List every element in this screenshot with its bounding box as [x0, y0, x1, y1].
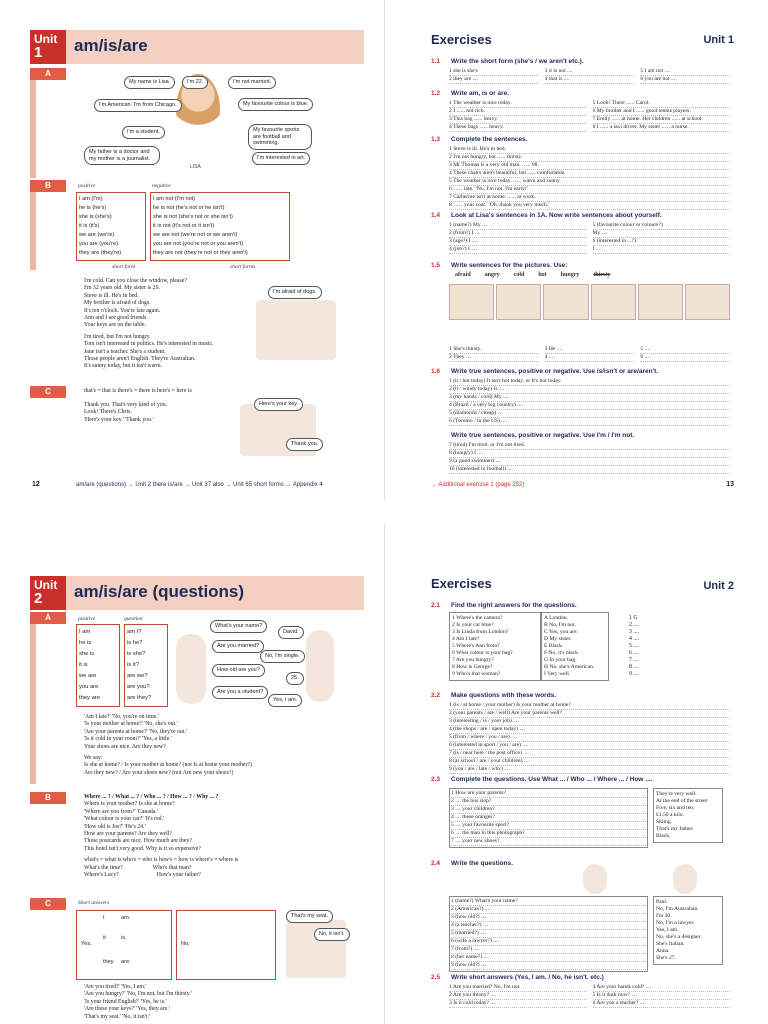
speech-bubble: No, it isn't. [314, 928, 350, 941]
woman-illustration [176, 634, 206, 704]
unit-label: Unit 2 [703, 580, 734, 592]
picture-4 [591, 284, 636, 320]
exercise-2-4: 1 (name?) What's your name? 2 (American?) .... 3 (how old?) .... 4 (a teacher?) .... 5 (married?) .... 6 (wife a lawyer?) .... 7 (from?) .... 8 (her name?) .... 9 (how old?) .... [449, 896, 648, 972]
speech-bubble: I'm 22. [182, 76, 208, 89]
section-c-label: C [30, 898, 66, 910]
section-b-label: B [30, 792, 66, 804]
exercise-1-2: 1 The weather is nice today. 5 Look! There ...... Carol. 2 I ...... not rich. 6 My brother and I ...... good tennis players. 3 This bag ...... heavy. 7 Emily ...... at home. Her children ...... at school. 4 These bags ...... heavy. 8 I ...... a taxi driver. My sister ...... a nurse. [449, 100, 730, 132]
exercise-2-5: 1 Are you married? No, I'm not. 4 Are your hands cold? .... 2 Are you thirsty? .... 5 Is it dark now? .... 3 Is it cold today? .... 6 Are you a teacher? .... [449, 984, 730, 1008]
page-15: Exercises Unit 2 2.1 Find the right answers for the questions. 1 Where's the camera? 2 Is your car blue? 3 Is Linda from London? 4 Am I late? 5 Where's Ann from? 6 What colour is your bag? 7 Are you hungry? 8 How is George? 9 Who's that woman? A London. B No, I'm not. C Yes, you are. D My sister. E Black. F No, it's black. G In your bag. H No, she's American. I Very well. 1 G 2 .... 3 .... 4 .... 5 .... 6 .... 7 .... 8 .... 9 .... 2.2 Make questions with these words. 1 (is / at home / your mother) Is your mother at home? 2 (your parents / are / well) Are your parents well? 3 (interesting / is / your job) .... 4 (the shops / are / open today) .... 5 (from / where / you / are) .... 6 (interested in sport / you / are) .... 7 (is / near here / the post office) .... 8 (at school / are / your children) .... 9 (you / are / late / why) .... 2.3 Complete the questions. Use What ... / Who ... / Where ... / How .... 1 How are your parents? 2 .... the bus stop? 3 .... your children? 4 .... these oranges? 5 .... your favourite sport? 6 .... the man in this photograph? 7 .... your new shoes? They're very well. At the end of the street. Five, six and ten. £1.50 a kilo. Skiing. That's my father. Black. 2.4 Write the questions. 1 (name?) What's your name? 2 (American?) .... 3 (how old?) .... 4 (a teacher?) .... 5 (married?) .... 6 (wife a lawyer?) .... 7 (from?) .... 8 (her name?) .... 9 (how old?) .... Paul. No, I'm Australian. I'm 30. No, I'm a lawyer. Yes, I am. No, she's a designer. She's Italian. Anna. She's 27. 2.5 Write short answers (Yes, I am. / No, he isn't. etc.) 1 Are you married? No, I'm not. 4 Are your hands cold? .... 2 Are you thirsty? .... 5 Is it dark now? .... 3 Is it cold today? .... 6 Are you a teacher? .... [384, 524, 768, 1024]
speech-bubble: I'm not married. [228, 76, 276, 89]
unit-box: Unit 1 [30, 30, 66, 64]
picture-6 [685, 284, 730, 320]
examples-b: Where ... ? / What ... ? / Who ... ? / How ... ? / Why ... ? Where is your mother? Is she at home? 'Where are you from?' 'Canada.' 'What colour is your car?' 'It's red.' 'How old is Joe?' 'He's 24.' How are your parents? Are they well? These postcards are nice. How much are they? This hotel isn't very good. Why is it so expensive? what's = what is who's = who is how's = how is where's = where is What's the time? Who's that man? Where's Lucy? How's your father? [84, 794, 239, 879]
speech-bubble: My father is a doctor and my mother is a journalist. [84, 146, 160, 165]
positive-table: I am (I'm) he is (he's) she is (she's) it is (it's) we are (we're) you are (you're) they are (they're) [76, 192, 146, 261]
exercise-1-4: 1 (name?) My .... 5 (favourite colour or colours?) 2 (from?) I .... My .... 3 (age?) I .... 6 (interested in ...?) 4 (job?) I .... I .... [449, 222, 730, 254]
speech-bubble: That's my seat. [286, 910, 333, 923]
replies-box: They're very well. At the end of the street. Five, six and ten. £1.50 a kilo. Skiing. That's my father. Black. [653, 788, 723, 843]
spread-unit-1 [0, 0, 768, 500]
answers-box: A London. B No, I'm not. C Yes, you are. D My sister. E Black. F No, it's black. G In your bag. H No, she's American. I Very well. [541, 612, 609, 681]
exercise-2-3: 1 How are your parents? 2 .... the bus stop? 3 .... your children? 4 .... these oranges? 5 .... your favourite sport? 6 .... the man in this photograph? 7 .... your new shoes? [449, 788, 648, 848]
exercise-1-1: 1 she is she's 3 it is not .... 5 I am not .... 2 they are .... 4 that is .... 6 you are not .... [449, 68, 730, 84]
speech-bubble: My name is Lisa. [124, 76, 175, 89]
picture-2 [496, 284, 541, 320]
paul-face-illustration [673, 864, 697, 894]
questions-box: 1 Where's the camera? 2 Is your car blue? 3 Is Linda from London? 4 Am I late? 5 Where's Ann from? 6 What colour is your bag? 7 Are you hungry? 8 How is George? 9 Who's that woman? [449, 612, 541, 681]
short-answers-yes: Yes, I am. it is. they are. [76, 910, 172, 980]
speech-bubble: How old are you? [212, 664, 265, 677]
speech-bubble: 25. [286, 672, 304, 685]
picture-3 [543, 284, 588, 320]
speech-bubble: No, I'm single. [260, 650, 305, 663]
page-number: 13 [726, 481, 734, 488]
negative-table: I am not (I'm not) he is not (he's not or he isn't) she is not (she's not or she isn't) it is not (it's not or it isn't) we are not (we're not or we aren't) you are not (you're not or you aren't) they are not (they're not or they aren't) [150, 192, 290, 261]
paul-replies-box: Paul. No, I'm Australian. I'm 30. No, I'm a lawyer. Yes, I am. No, she's a designer. She's Italian. Anna. She's 27. [653, 896, 723, 965]
positive-table: I am he is she is it is we are you are they are [76, 624, 120, 707]
section-a-label: A [30, 68, 66, 80]
picture-5 [638, 284, 683, 320]
speech-bubble: My favourite colour is blue. [238, 98, 313, 111]
dog-illustration [256, 300, 336, 360]
speech-bubble: Yes, I am. [268, 694, 302, 707]
spread-unit-2 [0, 524, 768, 1024]
page-number: 12 [32, 481, 40, 488]
unit-title: am/is/are [66, 30, 364, 64]
examples-b: I'm cold. Can you close the window, please? I'm 32 years old. My sister is 29. Steve is ill. He's in bed. My brother is afraid of dogs. It's ten o'clock. You're late again. Ann and I are good friends. Your keys are on the table. I'm tired, but I'm not hungry. Tom isn't interested in politics. He's interested in music. Jane isn't a teacher. She's a student. Those people aren't English. They're Australian. It's sunny today, but it isn't warm. [84, 278, 214, 370]
picture-1 [449, 284, 494, 320]
woman-face-illustration [583, 864, 607, 894]
speech-bubble: I'm afraid of dogs. [268, 286, 322, 299]
speech-bubble: David. [278, 626, 304, 639]
speech-bubble: I'm interested in art. [252, 152, 310, 165]
picture-strip [449, 284, 730, 320]
word-list: afraid angry cold hot hungry thirsty [455, 272, 611, 278]
question-table: am I? is he? is she? is it? are we? are you? are they? [124, 624, 168, 707]
section-c-label: C [30, 386, 66, 398]
man-illustration [306, 630, 334, 702]
exercise-1-6: 1 (it / hot today) It isn't hot today. or It's hot today. 2 (it / windy today) It .... 3 (my hands / cold) My .... 4 (Brazil / a very big country) .... 5 (diamonds / cheap) .... 6 (Toronto / in the US) .... [449, 378, 730, 426]
section-a-label: A [30, 612, 66, 624]
speech-bubble: Are you married? [212, 640, 264, 653]
unit-box: Unit 2 [30, 576, 66, 610]
page-12: Unit 1 am/is/are A LISA My name is Lisa. I'm 22. I'm not married. I'm American. I'm from Chicago. My favourite colour is blue. I'm a student. My favourite sports are football and swimming. My father is a doctor and my mother is a journalist. I'm interested in art. B positive negative I am (I'm) he is (he's) she is (she's) it is (it's) we are (we're) you are (you're) they are (they're) I am not (I'm not) he is not (he's not or he isn't) she is not (she's not or she isn't) it is not (it's not or it isn't) we are not (we're not or we aren't) you are not (you're not or you aren't) they are not (they're not or they aren't) short form short forms I'm cold. Can you close the window, please? I'm 32 years old. My sister is 29. Steve is ill. He's in bed. My brother is afraid of dogs. It's ten o'clock. You're late again. Ann and I are good friends. Your keys are on the table. I'm tired, but I'm not hungry. Tom isn't interested in politics. He's interested in music. Jane isn't a teacher. She's a student. Those people aren't English. They're Australian. It's sunny today, but it isn't warm. I'm afraid of dogs. C that's = that is there's = there is here's = here is Thank you. That's very kind of you. Look! There's Chris. 'Here's your key.' 'Thank you.' Here's your key. Thank you. 12 am/are (questions) → Unit 2 there is/are → Unit 37 also → Unit 65 short forms → Appendix 4 [0, 0, 384, 500]
exercise-1-3: 1 Steve is ill. He's in bed. 2 I'm not hungry, but ...... thirsty. 3 Mr Thomas is a very old man. ...... 98. 4 These chairs aren't beautiful, but ...... comfortable. 5 The weather is nice today. ...... warm and sunny. 6 '...... late.' 'No, I'm not. I'm early!' 7 Catherine isn't at home. ...... at work. 8 '...... your coat.' 'Oh, thank you very much.' [449, 146, 730, 210]
short-answers-no: No, [176, 910, 276, 980]
speech-bubble: Are you a student? [212, 686, 268, 699]
cross-references[interactable]: am/are (questions) → Unit 2 there is/are → Unit 37 also → Unit 65 short forms → Appendix 4 [76, 482, 323, 488]
speech-bubble: My favourite sports are football and swimming. [248, 124, 312, 150]
unit-title: am/is/are (questions) [66, 576, 364, 610]
spread-separator [0, 500, 768, 524]
exercises-heading: Exercises [431, 576, 492, 591]
unit-label: Unit 1 [703, 34, 734, 46]
exercise-1-6b: 7 (tired) I'm tired. or I'm not tired. 8 (hungry) I .... 9 (a good swimmer) .... 10 (interested in football) .... [449, 442, 730, 474]
page-13: Exercises Unit 1 1.1 Write the short form (she's / we aren't etc.). 1 she is she's 3 it is not .... 5 I am not .... 2 they are .... 4 that is .... 6 you are not .... 1.2 Write am, is or are. 1 The weather is nice today. 5 Look! There ...... Carol. 2 I ...... not rich. 6 My brother and I ...... good tennis players. 3 This bag ...... heavy. 7 Emily ...... at home. Her children ...... at school. 4 These bags ...... heavy. 8 I ...... a taxi driver. My sister ...... a nurse. 1.3 Complete the sentences. 1 Steve is ill. He's in bed. 2 I'm not hungry, but ...... thirsty. 3 Mr Thomas is a very old man. ...... 98. 4 These chairs aren't beautiful, but ...... comfortable. 5 The weather is nice today. ...... warm and sunny. 6 '...... late.' 'No, I'm not. I'm early!' 7 Catherine isn't at home. ...... at work. 8 '...... your coat.' 'Oh, thank you very much.' 1.4 Look at Lisa's sentences in 1A. Now write sentences about yourself. 1 (name?) My .... 5 (favourite colour or colours?) 2 (from?) I .... My .... 3 (age?) I .... 6 (interested in ...?) 4 (job?) I .... I .... 1.5 Write sentences for the pictures. Use: afraid angry cold hot hungry thirsty 1 She's thirsty. 3 He .... 5 .... 2 They .... 4 .... 6 .... 1.6 Write true sentences, positive or negative. Use is/isn't or are/aren't. 1 (it / hot today) It isn't hot today. or It's hot today. 2 (it / windy today) It .... 3 (my hands / cold) My .... 4 (Brazil / a very big country) .... 5 (diamonds / cheap) .... 6 (Toronto / in the US) .... Write true sentences, positive or negative. Use I'm / I'm not. 7 (tired) I'm tired. or I'm not tired. 8 (hungry) I .... 9 (a good swimmer) .... 10 (interested in football) .... → Additional exercise 1 (page 252) 13 [384, 0, 768, 500]
speech-bubble: Thank you. [286, 438, 323, 451]
examples-c: 'Are you tired?' 'Yes, I am.' 'Are you hungry?' 'No, I'm not, but I'm thirsty.' 'Is your friend English?' 'Yes, he is.' 'Are these your keys?' 'Yes, they are.' 'That's my seat.' 'No, it isn't.' [84, 984, 192, 1020]
examples-a: 'Am I late?' 'No, you're on time.' 'Is your mother at home?' 'No, she's out.' 'Are your parents at home?' 'No, they're out.' 'Is it cold in your room?' 'Yes, a little.' Your shoes are nice. Are they new? We say: Is she at home? / Is your mother at home? (not Is at home your mother?) Are they new? / Are your shoes new? (not Are new your shoes?) [84, 714, 252, 776]
exercise-2-2: 1 (is / at home / your mother) Is your mother at home? 2 (your parents / are / well) Are your parents well? 3 (interesting / is / your job) .... 4 (the shops / are / open today) .... 5 (from / where / you / are) .... 6 (interested in sport / you / are) .... 7 (is / near here / the post office) .... 8 (at school / are / your children) .... 9 (you / are / late / why) .... [449, 702, 730, 774]
answer-key: 1 G 2 .... 3 .... 4 .... 5 .... 6 .... 7 .... 8 .... 9 .... [629, 615, 640, 677]
speech-bubble: Here's your key. [254, 398, 303, 411]
page-14: Unit 2 am/is/are (questions) A positive question I am he is she is it is we are you are they are am I? is he? is she? is it? are we? are you? are they? What's your name? David. Are you married? No, I'm single. How old are you? 25. Are you a student? Yes, I am. 'Am I late?' 'No, you're on time.' 'Is your mother at home?' 'No, she's out.' 'Are your parents at home?' 'No, they're out.' 'Is it cold in your room?' 'Yes, a little.' Your shoes are nice. Are they new? We say: Is she at home? / Is your mother at home? (not Is at home your mother?) Are they new? / Are your shoes new? (not Are new your shoes?) B Where ... ? / What ... ? / Who ... ? / How ... ? / Why ... ? Where is your mother? Is she at home? 'Where are you from?' 'Canada.' 'What colour is your car?' 'It's red.' 'How old is Joe?' 'He's 24.' How are your parents? Are they well? These postcards are nice. How much are they? This hotel isn't very good. Why is it so expensive? what's = what is who's = who is how's = how is where's = where is What's the time? Who's that man? Where's Lucy? How's your father? C Short answers Yes, I am. it is. they are. No, That's my seat. No, it isn't. 'Are you tired?' 'Yes, I am.' 'Are you hungry?' 'No, I'm not, but I'm thirsty.' 'Is your friend English?' 'Yes, he is.' 'Are these your keys?' 'Yes, they are.' 'That's my seat.' 'No, it isn't.' [0, 524, 384, 1024]
speech-bubble: I'm a student. [122, 126, 165, 139]
exercises-heading: Exercises [431, 32, 492, 47]
examples-c: Thank you. That's very kind of you. Look! There's Chris. 'Here's your key.' 'Thank you.' [84, 402, 168, 423]
additional-exercise-link[interactable]: → Additional exercise 1 (page 252) [431, 482, 525, 488]
section-b-label: B [30, 180, 66, 192]
exercise-1-5: 1 She's thirsty. 3 He .... 5 .... 2 They .... 4 .... 6 .... [449, 346, 730, 362]
speech-bubble: I'm American. I'm from Chicago. [94, 99, 182, 112]
speech-bubble: What's your name? [210, 620, 267, 633]
